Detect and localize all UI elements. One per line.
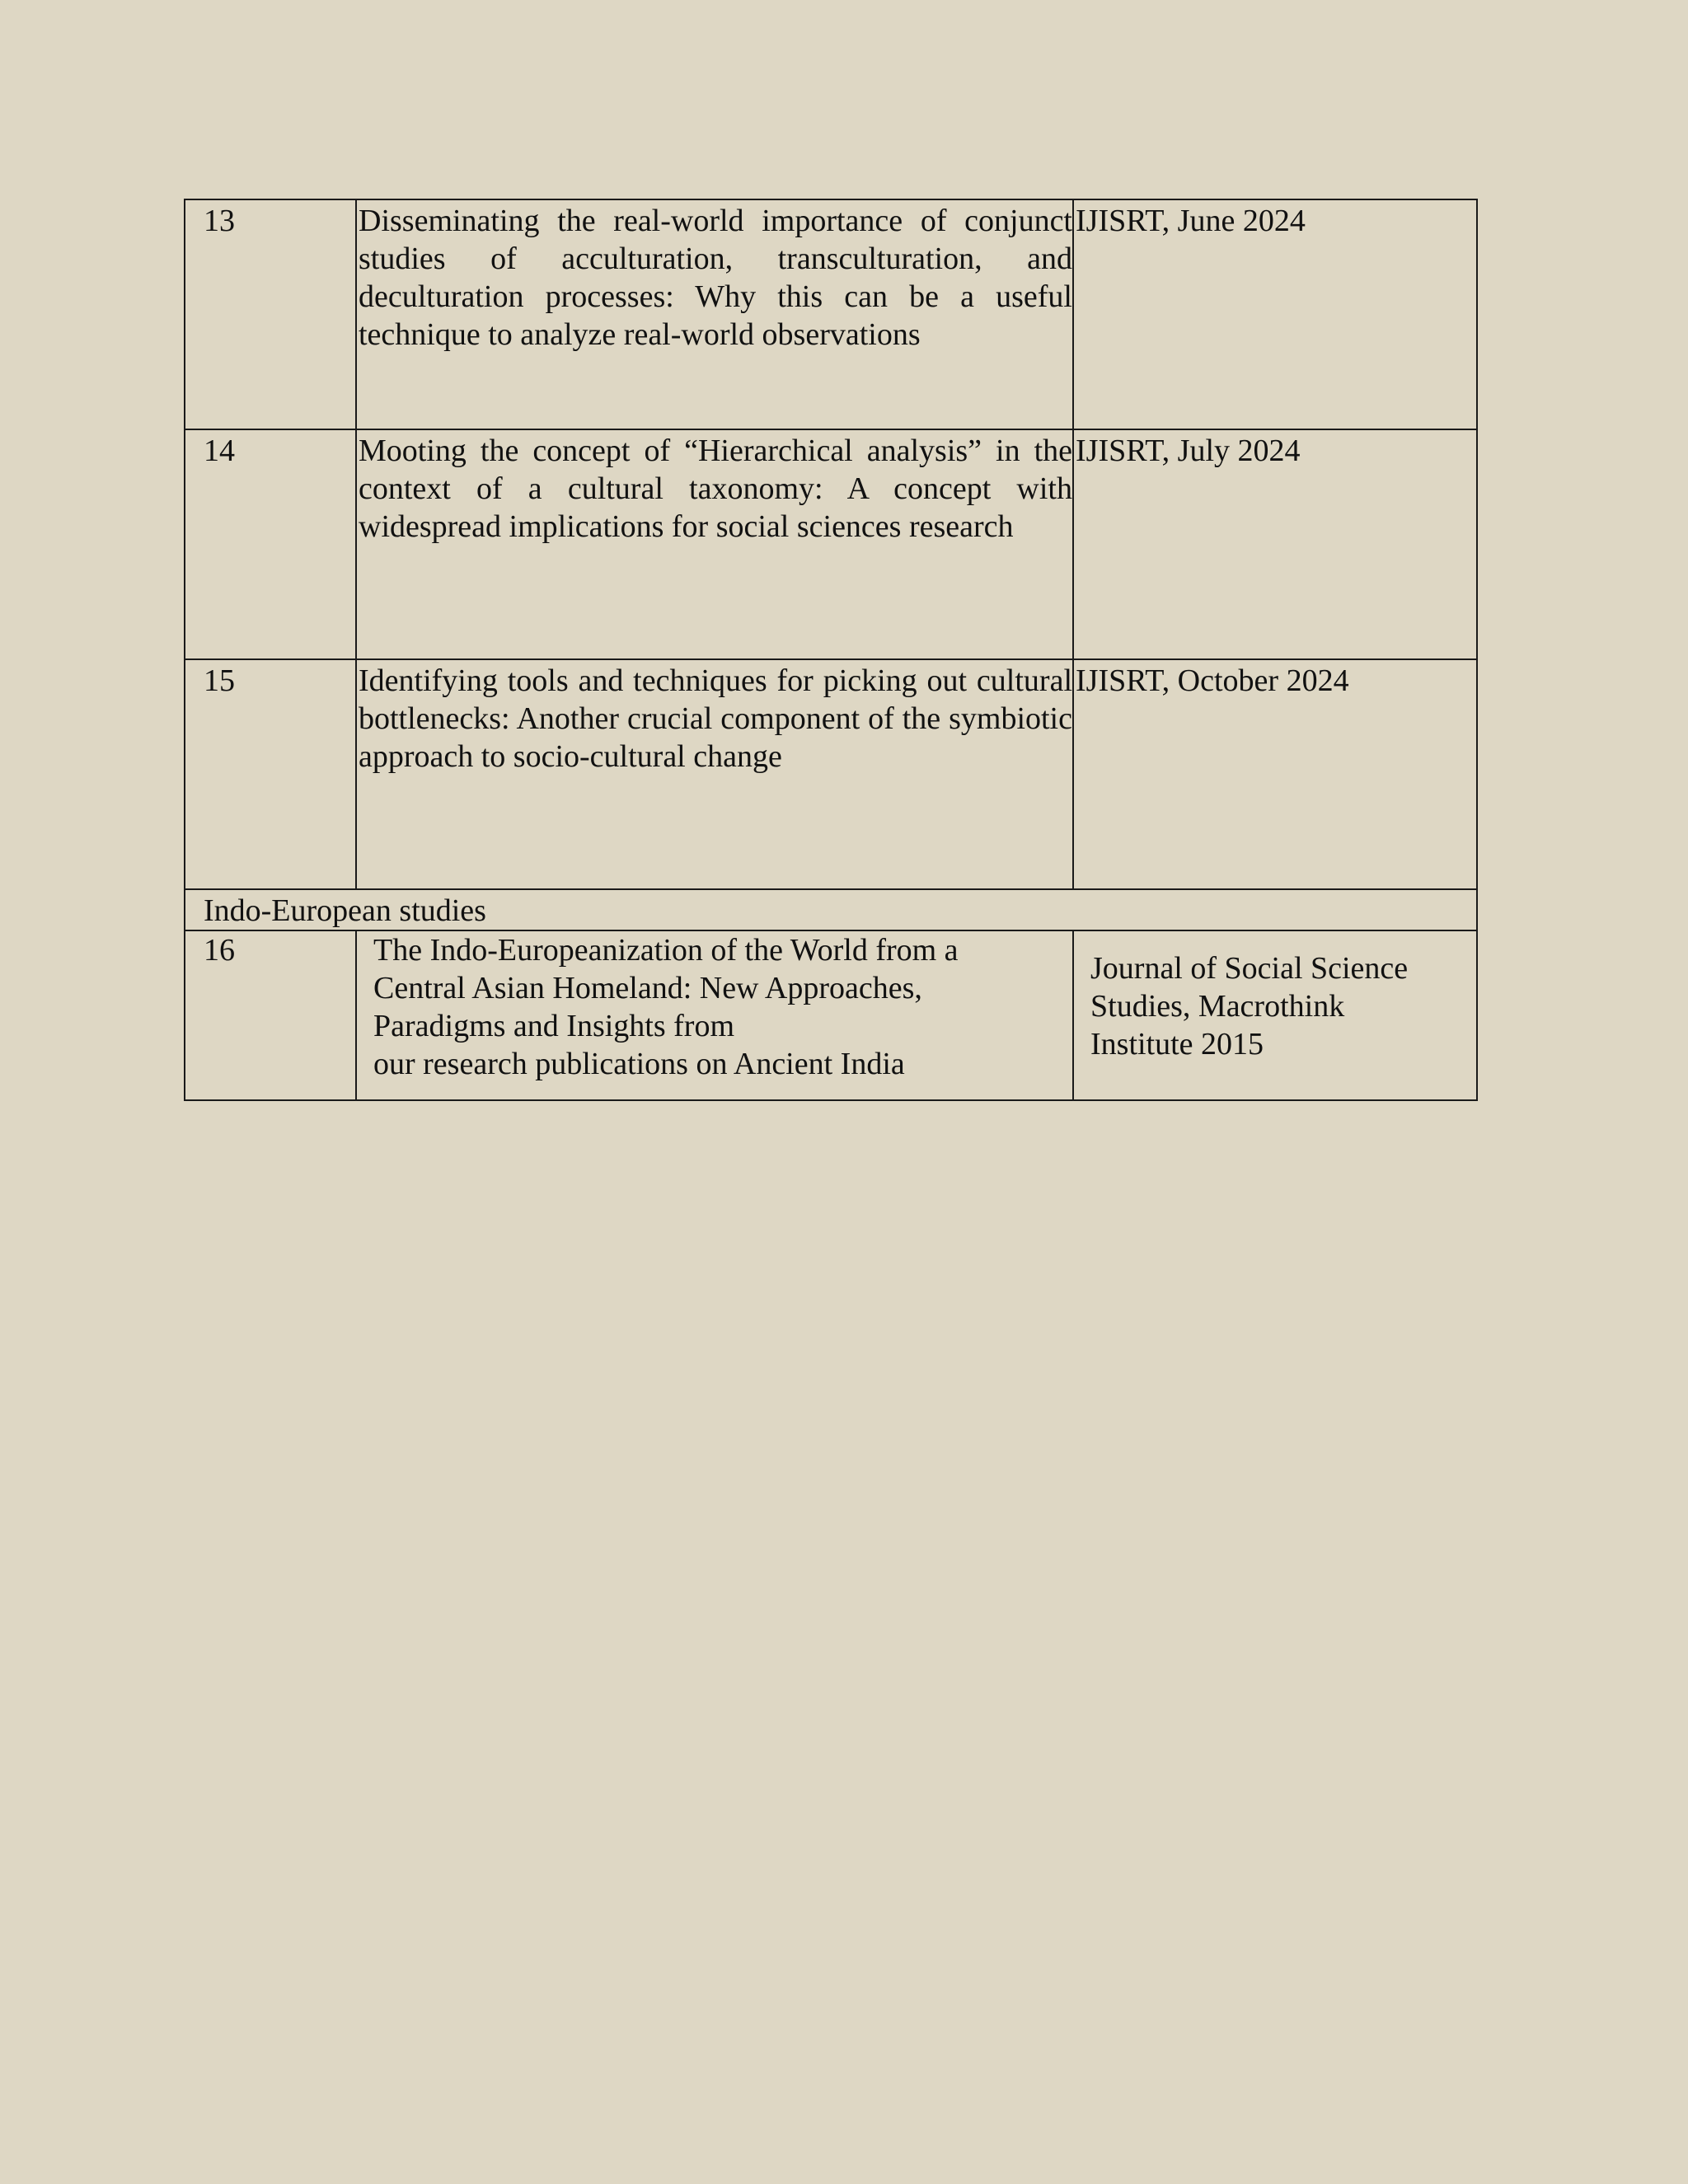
publication-venue — [1073, 930, 1477, 1100]
row-number: 16 — [185, 930, 356, 1100]
title-line: The Indo-Europeanization of the World from a — [373, 933, 959, 968]
publication-venue: IJISRT, June 2024 — [1073, 199, 1477, 429]
table-row — [185, 930, 1477, 1100]
publication-title: Mooting the concept of “Hierarchical analysis” in the context of a cultural taxonomy: A concept with widespread implications for social sciences research — [356, 429, 1073, 659]
section-title: Indo-European studies — [185, 889, 1477, 930]
title-line: Central Asian Homeland: New Approaches, — [373, 971, 922, 1005]
publication-title: Disseminating the real-world importance of conjunct studies of acculturation, transculturation, and deculturation processes: Why this can be a useful technique to analyze real-world observations — [356, 199, 1073, 429]
title-line: Paradigms and Insights from — [373, 1009, 735, 1043]
publication-venue: IJISRT, July 2024 — [1073, 429, 1477, 659]
publication-title: Identifying tools and techniques for picking out cultural bottlenecks: Another crucial component of the symbiotic approach to socio-cultural change — [356, 659, 1073, 889]
table-row — [185, 429, 1477, 659]
row-number: 14 — [185, 429, 356, 659]
venue-line: Studies, Macrothink — [1090, 989, 1345, 1024]
venue-line: Journal of Social Science — [1090, 951, 1409, 986]
table-row — [185, 659, 1477, 889]
publication-title — [356, 930, 1073, 1100]
row-number: 15 — [185, 659, 356, 889]
publications-table — [184, 199, 1478, 1101]
publication-venue: IJISRT, October 2024 — [1073, 659, 1477, 889]
title-line: our research publications on Ancient India — [373, 1047, 905, 1081]
table-row — [185, 199, 1477, 429]
venue-line: Institute 2015 — [1090, 1027, 1264, 1062]
row-number: 13 — [185, 199, 356, 429]
section-header-row — [185, 889, 1477, 930]
